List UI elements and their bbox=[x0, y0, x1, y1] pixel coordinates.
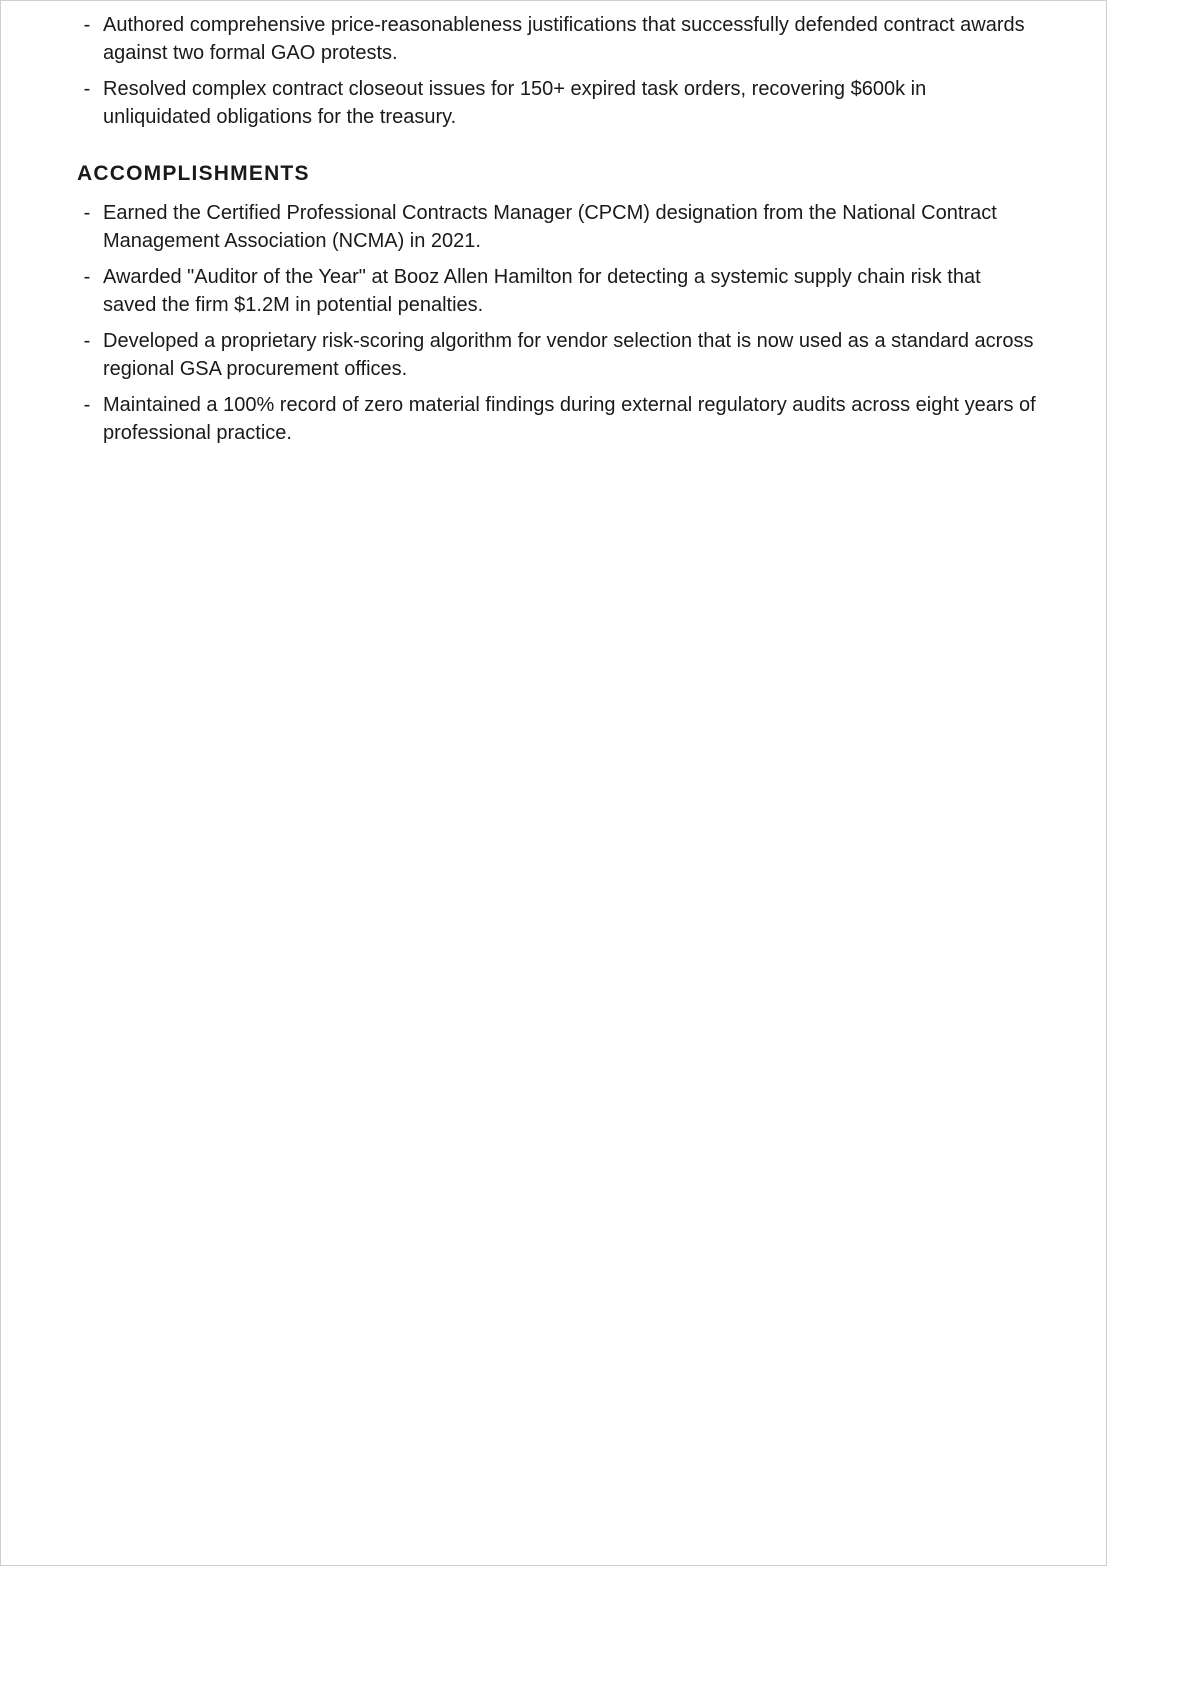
experience-bullet-list bbox=[77, 11, 1037, 131]
bullet-text: Maintained a 100% record of zero material findings during external regulatory audits across eight years of professional practice. bbox=[103, 394, 1036, 444]
accomplishments-bullet-list bbox=[77, 199, 1037, 447]
bullet-text: Authored comprehensive price-reasonableness justifications that successfully defended contract awards against two formal GAO protests. bbox=[103, 14, 1025, 64]
bullet-dash: - bbox=[83, 394, 91, 416]
experience-bullet bbox=[77, 75, 1037, 131]
resume-content bbox=[77, 11, 1037, 455]
experience-bullet bbox=[77, 11, 1037, 67]
bullet-text: Earned the Certified Professional Contracts Manager (CPCM) designation from the National Contract Management Association (NCMA) in 2021. bbox=[103, 202, 997, 252]
bullet-text: Awarded "Auditor of the Year" at Booz Allen Hamilton for detecting a systemic supply chain risk that saved the firm $1.2M in potential penalties. bbox=[103, 266, 981, 316]
accomplishment-bullet bbox=[77, 327, 1037, 383]
bullet-dash: - bbox=[83, 266, 91, 288]
bullet-text: Resolved complex contract closeout issues for 150+ expired task orders, recovering $600k in unliquidated obligations for the treasury. bbox=[103, 78, 927, 128]
accomplishment-bullet bbox=[77, 199, 1037, 255]
bullet-dash: - bbox=[83, 14, 91, 36]
bullet-text: Developed a proprietary risk-scoring algorithm for vendor selection that is now used as a standard across regional GSA procurement offices. bbox=[103, 330, 1034, 380]
bullet-dash: - bbox=[83, 78, 91, 100]
bullet-dash: - bbox=[83, 202, 91, 224]
bullet-dash: - bbox=[83, 330, 91, 352]
accomplishment-bullet bbox=[77, 263, 1037, 319]
accomplishment-bullet bbox=[77, 391, 1037, 447]
accomplishments-heading: ACCOMPLISHMENTS bbox=[77, 162, 310, 185]
